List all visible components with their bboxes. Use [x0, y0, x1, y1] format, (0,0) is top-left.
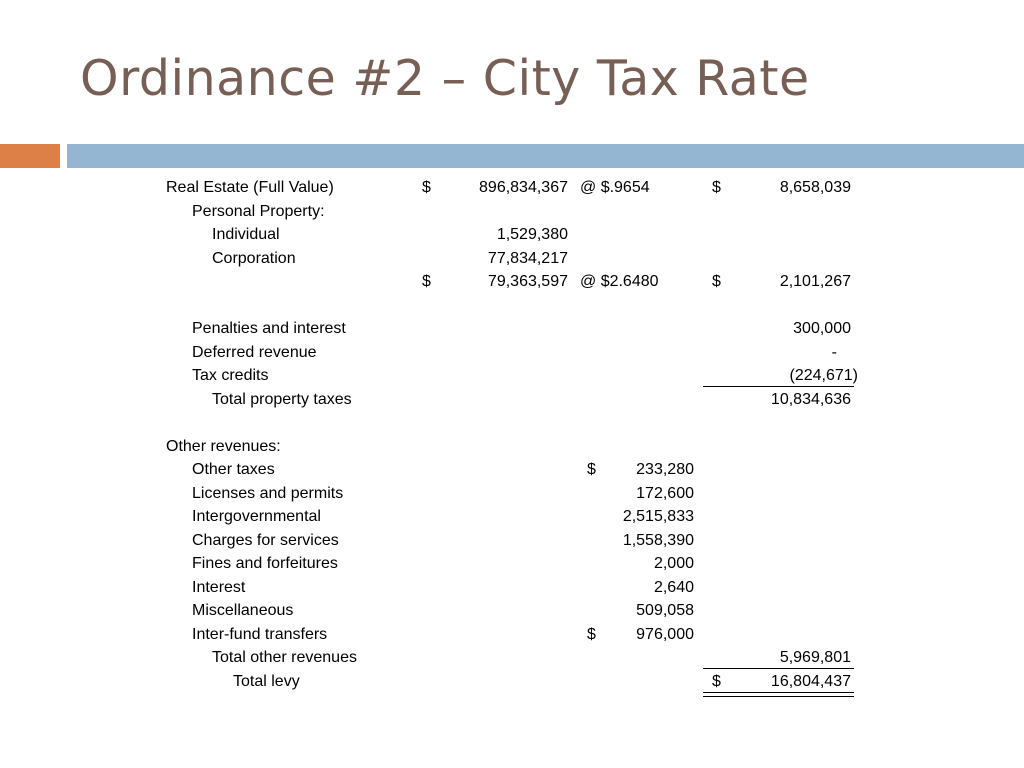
amount-col3: - [831, 344, 837, 361]
amount-col1: 77,834,217 [487, 250, 568, 267]
subtotal-rule [703, 386, 854, 387]
amount-col2: 2,000 [653, 555, 694, 572]
amount-col3: 2,101,267 [779, 273, 851, 290]
amount-col1: 79,363,597 [487, 273, 568, 290]
amount-col3: (224,671) [789, 367, 858, 384]
tax-rate: @ $.9654 [580, 179, 650, 196]
amount-col3: 8,658,039 [779, 179, 851, 196]
amount-col3: 5,969,801 [779, 649, 851, 666]
row-label: Other revenues: [166, 438, 281, 455]
subtotal-rule [703, 668, 854, 669]
dollar-sign: $ [712, 273, 721, 290]
dollar-sign: $ [587, 626, 596, 643]
row-label: Total property taxes [212, 391, 352, 408]
row-label: Intergovernmental [192, 508, 321, 525]
amount-col1: 1,529,380 [496, 226, 568, 243]
amount-col2: 509,058 [636, 602, 694, 619]
row-label: Tax credits [192, 367, 269, 384]
amount-col3: 10,834,636 [770, 391, 851, 408]
row-label: Licenses and permits [192, 485, 344, 502]
dollar-sign: $ [587, 461, 596, 478]
row-label: Penalties and interest [192, 320, 346, 337]
row-label: Charges for services [192, 532, 339, 549]
accent-bar-blue [67, 144, 1024, 168]
dollar-sign: $ [712, 673, 721, 690]
row-label: Other taxes [192, 461, 275, 478]
slide-title: Ordinance #2 – City Tax Rate [80, 50, 810, 107]
amount-col2: 2,515,833 [622, 508, 694, 525]
row-label: Personal Property: [192, 203, 325, 220]
row-label: Fines and forfeitures [192, 555, 338, 572]
amount-col2: 233,280 [636, 461, 694, 478]
row-label: Total other revenues [212, 649, 357, 666]
row-label: Total levy [233, 673, 300, 690]
row-label: Corporation [212, 250, 296, 267]
tax-rate: @ $2.6480 [580, 273, 659, 290]
accent-bar-orange [0, 144, 60, 168]
amount-col2: 172,600 [636, 485, 694, 502]
dollar-sign: $ [422, 179, 431, 196]
row-label: Miscellaneous [192, 602, 294, 619]
amount-col3: 300,000 [793, 320, 851, 337]
dollar-sign: $ [422, 273, 431, 290]
amount-col1: 896,834,367 [479, 179, 568, 196]
total-double-rule [703, 692, 854, 697]
amount-col2: 976,000 [636, 626, 694, 643]
dollar-sign: $ [712, 179, 721, 196]
amount-col2: 1,558,390 [622, 532, 694, 549]
row-label: Interest [192, 579, 246, 596]
amount-col2: 2,640 [653, 579, 694, 596]
row-label: Deferred revenue [192, 344, 317, 361]
row-label: Real Estate (Full Value) [166, 179, 334, 196]
amount-col3: 16,804,437 [770, 673, 851, 690]
row-label: Individual [212, 226, 280, 243]
row-label: Inter-fund transfers [192, 626, 328, 643]
